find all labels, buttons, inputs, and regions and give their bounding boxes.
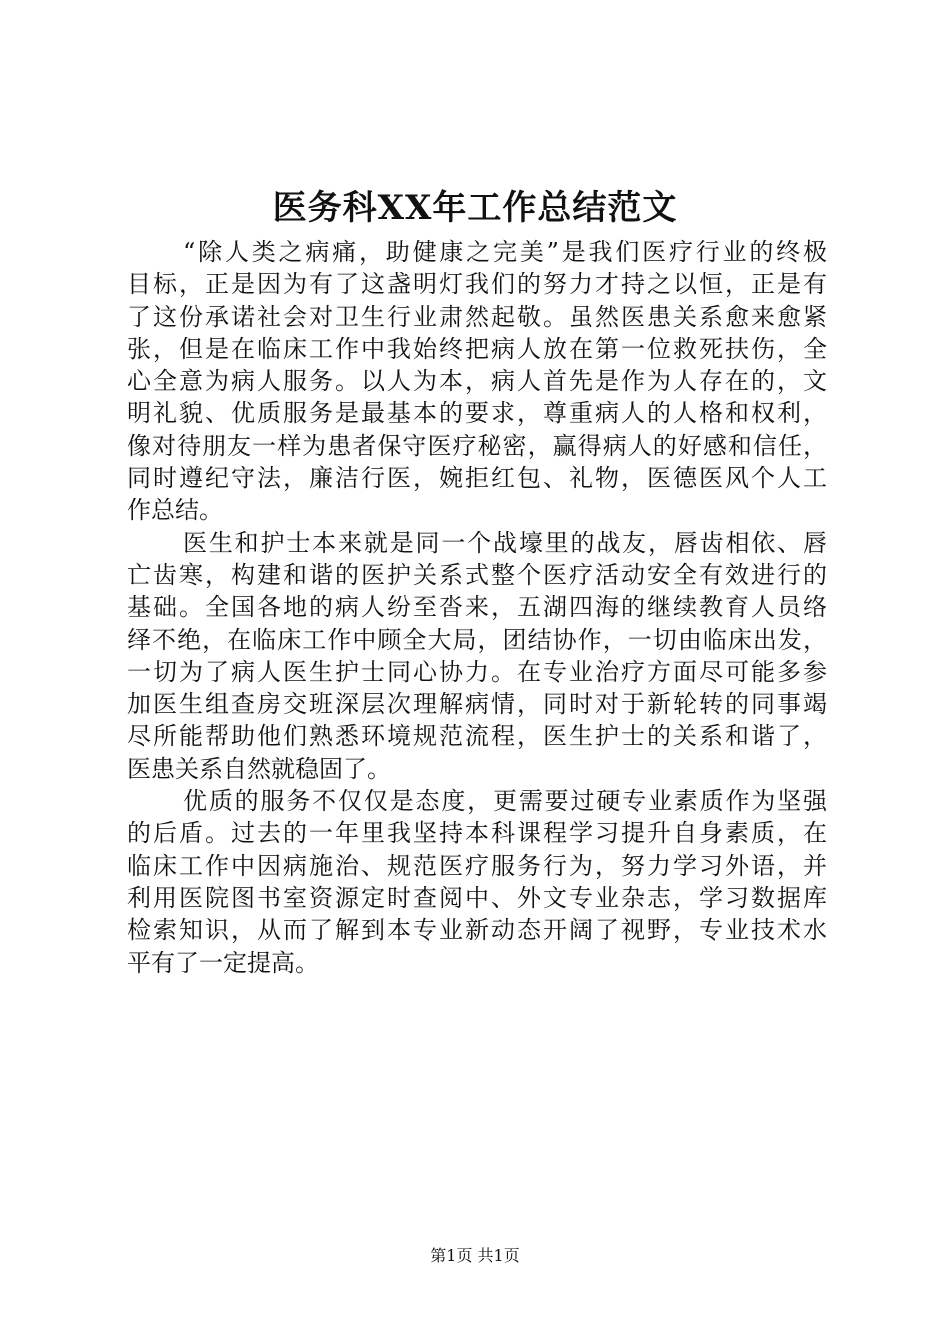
text-line: 目标，正是因为有了这盏明灯我们的努力才持之以恒，正是有: [127, 270, 827, 299]
document-body: [127, 236, 827, 979]
text-line: 同时遵纪守法，廉洁行医，婉拒红包、礼物，医德医风个人工: [127, 464, 827, 493]
text-line: 绎不绝，在临床工作中顾全大局，团结协作，一切由临床出发，: [127, 625, 827, 654]
text-line: 利用医院图书室资源定时查阅中、外文专业杂志，学习数据库: [127, 883, 827, 912]
page-number-footer: 第1页 共1页: [430, 1246, 520, 1265]
text-line: 基础。全国各地的病人纷至沓来，五湖四海的继续教育人员络: [127, 593, 827, 622]
text-line: 心全意为病人服务。以人为本，病人首先是作为人存在的，文: [127, 367, 827, 396]
paragraph-1: [127, 236, 827, 527]
text-line: “除人类之病痛，助健康之完美”是我们医疗行业的终极: [183, 238, 827, 266]
document-title: 医务科XX年工作总结范文: [272, 188, 678, 228]
text-line: 一切为了病人医生护士同心协力。在专业治疗方面尽可能多参: [127, 657, 827, 686]
text-line: 检索知识，从而了解到本专业新动态开阔了视野，专业技术水: [127, 916, 827, 945]
text-line: 尽所能帮助他们熟悉环境规范流程，医生护士的关系和谐了，: [127, 722, 827, 751]
paragraph-3: [127, 785, 827, 979]
text-line: 亡齿寒，构建和谐的医护关系式整个医疗活动安全有效进行的: [127, 560, 827, 589]
text-line: 临床工作中因病施治、规范医疗服务行为，努力学习外语，并: [127, 851, 827, 880]
text-line: 医患关系自然就稳固了。: [127, 754, 391, 783]
text-line: 平有了一定提高。: [127, 948, 319, 977]
text-line: 像对待朋友一样为患者保守医疗秘密，赢得病人的好感和信任，: [127, 431, 827, 460]
text-line: 医生和护士本来就是同一个战壕里的战友，唇齿相依、唇: [183, 528, 827, 557]
text-line: 张，但是在临床工作中我始终把病人放在第一位救死扶伤，全: [127, 334, 827, 363]
text-line: 明礼貌、优质服务是最基本的要求，尊重病人的人格和权利，: [127, 399, 827, 428]
paragraph-2: [127, 527, 827, 785]
text-line: 作总结。: [127, 496, 223, 525]
text-line: 的后盾。过去的一年里我坚持本科课程学习提升自身素质，在: [127, 819, 827, 848]
text-line: 了这份承诺社会对卫生行业肃然起敬。虽然医患关系愈来愈紧: [127, 302, 827, 331]
text-line: 优质的服务不仅仅是态度，更需要过硬专业素质作为坚强: [183, 787, 827, 816]
text-line: 加医生组查房交班深层次理解病情，同时对于新轮转的同事竭: [127, 690, 827, 719]
